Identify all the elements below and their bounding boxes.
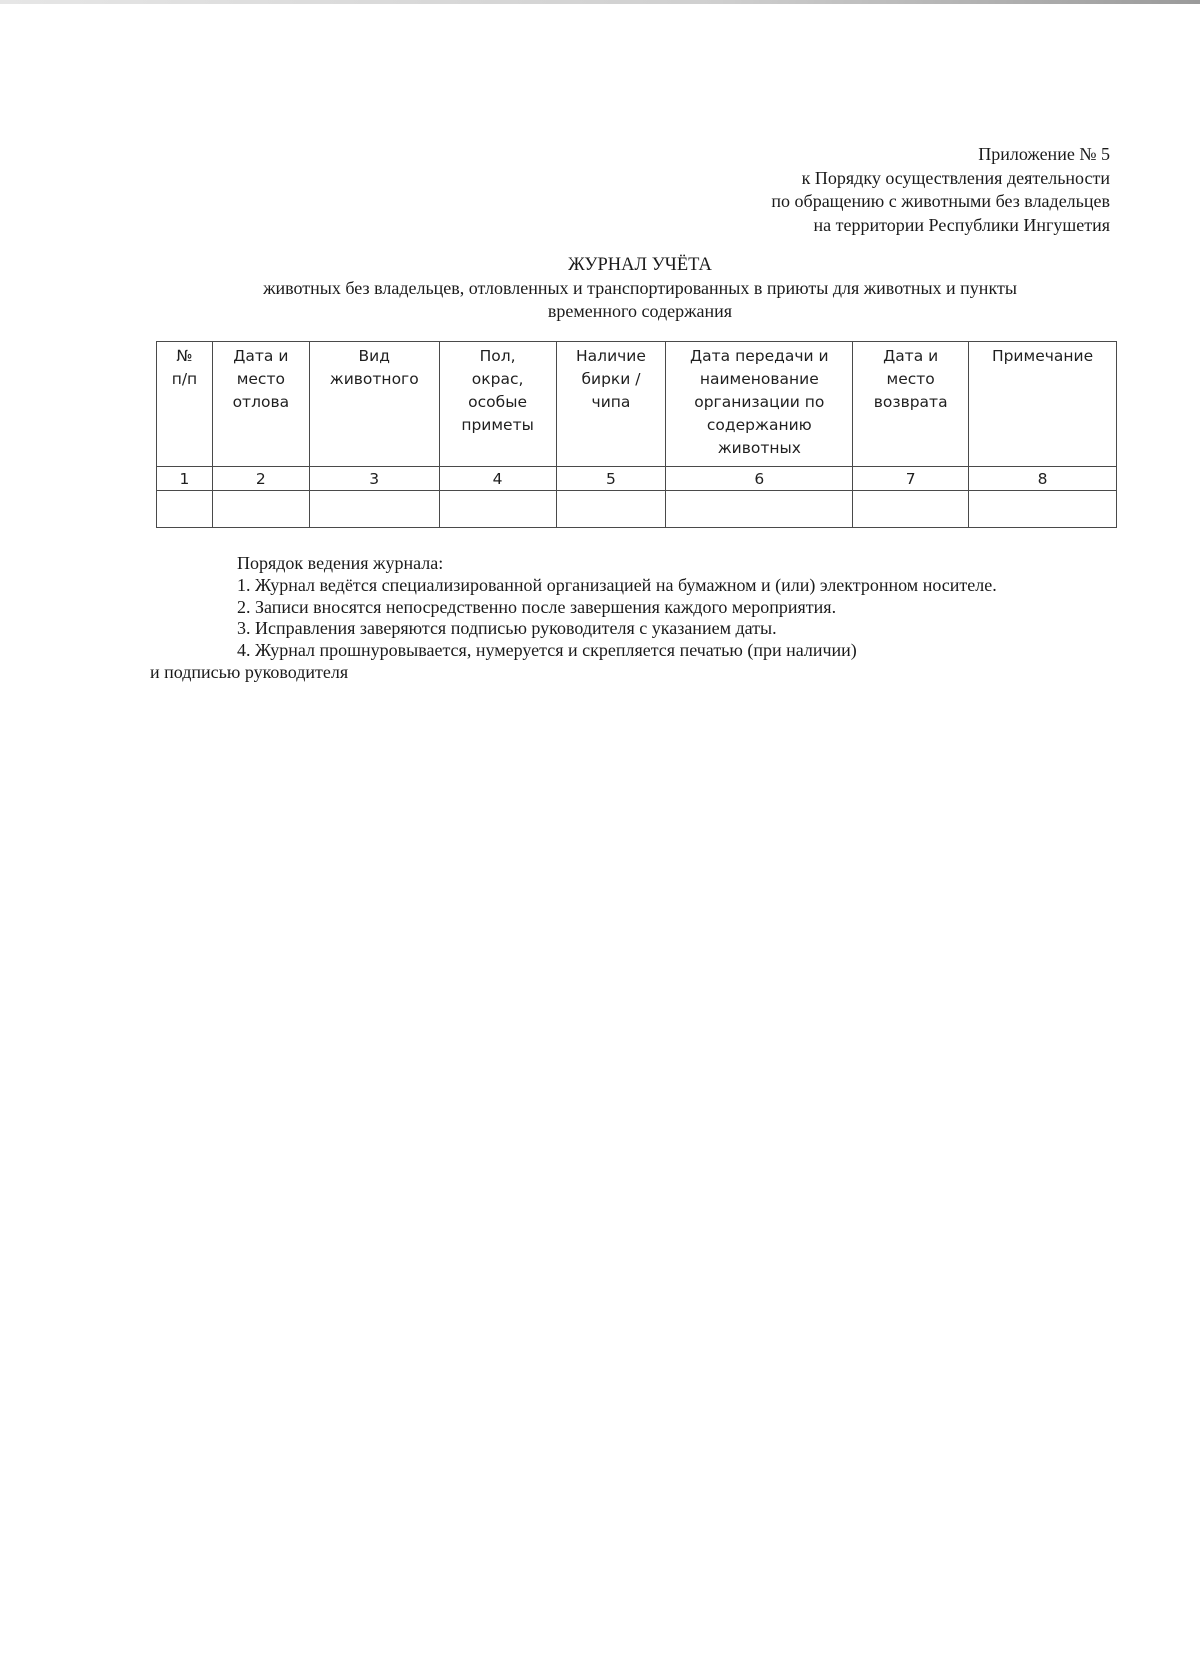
title-main: ЖУРНАЛ УЧЁТА [568,255,712,275]
table-cell-empty [309,491,439,528]
header-cell-capture-date-place: Дата и место отлова [212,342,309,467]
appendix-reference [771,143,1110,237]
table-cell-empty [969,491,1117,528]
rules-heading: Порядок ведения журнала: [237,553,444,573]
table-cell-empty [853,491,969,528]
journal-rules [150,553,997,684]
header-cell-sex-color-marks: Пол, окрас, особые приметы [439,342,556,467]
table-header-row [157,342,1117,467]
table-cell-empty [556,491,666,528]
appendix-line: к Порядку осуществления деятельности [801,167,1110,188]
table-cell-empty [666,491,853,528]
column-number-cell: 3 [309,467,439,491]
column-number-cell: 4 [439,467,556,491]
table-row-empty [157,491,1117,528]
column-number-row [157,467,1117,491]
header-cell-tag-chip: Наличие бирки / чипа [556,342,666,467]
appendix-number: Приложение № 5 [978,144,1110,164]
header-cell-species: Вид животного [309,342,439,467]
column-number-cell: 8 [969,467,1117,491]
rules-item-continuation: и подписью руководителя [150,661,349,682]
appendix-line: на территории Республики Ингушетия [813,214,1110,235]
title-subtitle: животных без владельцев, отловленных и транспортированных в приюты для животных и пункты [263,278,1017,298]
scan-edge [0,0,1200,4]
appendix-line: по обращению с животными без владельцев [771,191,1110,211]
column-number-cell: 1 [157,467,213,491]
header-cell-note: Примечание [969,342,1117,467]
column-number-cell: 2 [212,467,309,491]
journal-table [156,341,1117,528]
rules-item: 3. Исправления заверяются подписью руководителя с указанием даты. [237,618,777,639]
header-cell-transfer-organization: Дата передачи и наименование организации по содержанию животных [666,342,853,467]
column-number-cell: 5 [556,467,666,491]
rules-item: 4. Журнал прошнуровывается, нумеруется и скрепляется печатью (при наличии) [237,640,857,661]
rules-item: 2. Записи вносятся непосредственно после завершения каждого мероприятия. [237,596,837,617]
title-subtitle: временного содержания [547,301,733,321]
header-cell-return-date-place: Дата и место возврата [853,342,969,467]
column-number-cell: 6 [666,467,853,491]
document-title [150,254,1130,323]
table-cell-empty [439,491,556,528]
header-cell-number: № п/п [157,342,213,467]
table-cell-empty [212,491,309,528]
table-cell-empty [157,491,213,528]
rules-item: 1. Журнал ведётся специализированной организацией на бумажном и (или) электронном носителе. [237,574,997,595]
column-number-cell: 7 [853,467,969,491]
